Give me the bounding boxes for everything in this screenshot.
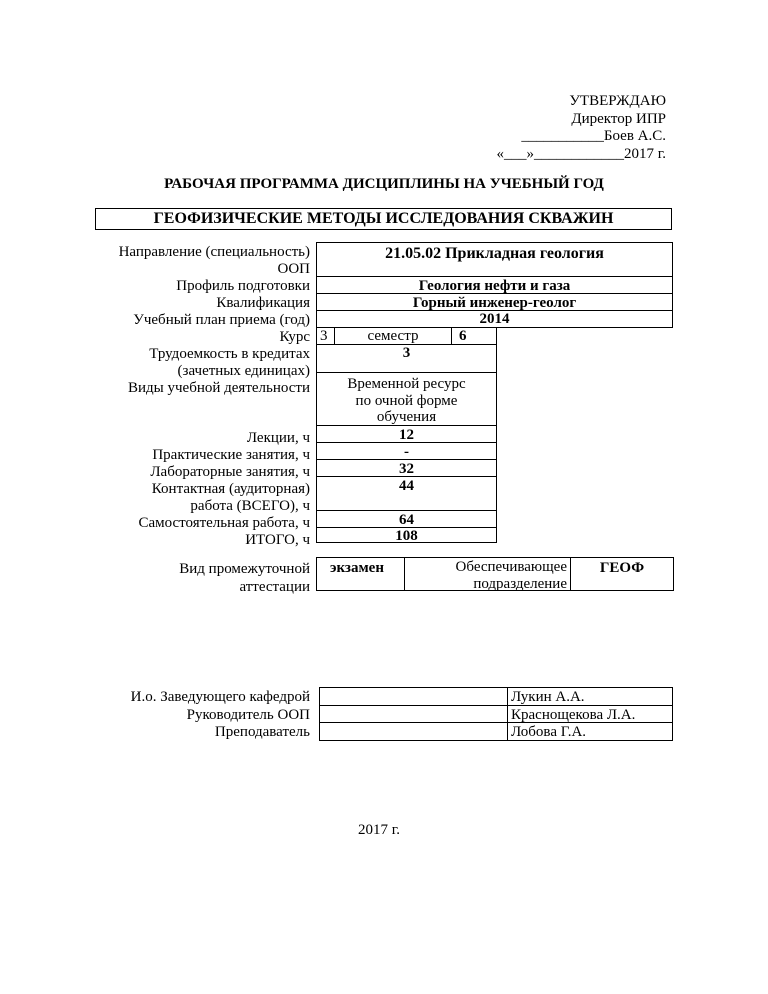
- discipline-title-box: [95, 208, 672, 230]
- credits-value: 3: [402, 345, 411, 361]
- label-total: ИТОГО, ч: [245, 532, 310, 548]
- label-qualification: Квалификация: [216, 295, 310, 311]
- label-contact-2: работа (ВСЕГО), ч: [190, 498, 310, 514]
- signature-role-oop: Руководитель ООП: [186, 707, 310, 723]
- label-workload-2: (зачетных единицах): [177, 363, 310, 379]
- approval-line-1: УТВЕРЖДАЮ: [569, 93, 666, 109]
- semester-value: 6: [459, 328, 467, 344]
- signature-name-teacher: Лобова Г.А.: [511, 724, 587, 740]
- signature-role-teacher: Преподаватель: [214, 724, 310, 740]
- labs-value: 32: [399, 461, 414, 477]
- discipline-title: ГЕОФИЗИЧЕСКИЕ МЕТОДЫ ИССЛЕДОВАНИЯ СКВАЖИН: [153, 210, 614, 227]
- attestation-label-line-2: аттестации: [239, 579, 310, 595]
- document-title: РАБОЧАЯ ПРОГРАММА ДИСЦИПЛИНЫ НА УЧЕБНЫЙ ГОД: [164, 176, 604, 192]
- label-workload-1: Трудоемкость в кредитах: [149, 346, 310, 362]
- footer-year: 2017 г.: [358, 822, 400, 838]
- label-profile: Профиль подготовки: [176, 278, 310, 294]
- approval-line-3: ___________Боев А.С.: [521, 128, 666, 144]
- approval-line-4: «___»____________2017 г.: [496, 145, 666, 162]
- resource-header-line-1: Временной ресурс: [347, 376, 466, 392]
- lectures-value: 12: [399, 427, 414, 443]
- approval-line-2: Директор ИПР: [571, 110, 666, 127]
- label-contact-1: Контактная (аудиторная): [151, 481, 310, 497]
- resource-header-line-3: обучения: [376, 409, 437, 425]
- label-lectures: Лекции, ч: [246, 430, 310, 446]
- department-label: [405, 559, 567, 593]
- label-oop: ООП: [277, 261, 310, 277]
- label-activities: Виды учебной деятельности: [128, 380, 310, 396]
- signature-role-head: И.о. Заведующего кафедрой: [130, 689, 310, 705]
- attestation-label: [179, 560, 310, 596]
- signature-name-head: Лукин А.А.: [511, 689, 585, 705]
- label-practice: Практические занятия, ч: [152, 447, 310, 463]
- contact-value: 44: [399, 478, 414, 494]
- direction-value: 21.05.02 Прикладная геология: [385, 245, 604, 262]
- label-direction: Направление (специальность): [118, 244, 310, 260]
- profile-value: Геология нефти и газа: [418, 278, 571, 294]
- label-selfwork: Самостоятельная работа, ч: [138, 515, 310, 531]
- department-value: ГЕОФ: [599, 560, 645, 576]
- total-value: 108: [395, 528, 418, 544]
- resource-header-line-2: по очной форме: [355, 392, 458, 409]
- department-label-line-1: Обеспечивающее: [455, 559, 567, 575]
- department-label-line-2: подразделение: [473, 576, 567, 592]
- label-labs: Лабораторные занятия, ч: [150, 464, 310, 480]
- signature-name-oop: Краснощекова Л.А.: [511, 707, 636, 723]
- resource-header: [317, 376, 496, 426]
- attestation-label-line-1: Вид промежуточной: [179, 561, 310, 577]
- approval-block: [497, 93, 666, 163]
- selfwork-value: 64: [399, 512, 414, 528]
- attestation-type: экзамен: [330, 560, 384, 576]
- plan-year-value: 2014: [479, 311, 510, 327]
- semester-label: семестр: [367, 328, 419, 344]
- qualification-value: Горный инженер-геолог: [412, 295, 577, 311]
- course-value: 3: [320, 328, 328, 344]
- practice-value: -: [404, 444, 409, 460]
- label-plan-year: Учебный план приема (год): [133, 312, 310, 328]
- label-course: Курс: [279, 329, 310, 345]
